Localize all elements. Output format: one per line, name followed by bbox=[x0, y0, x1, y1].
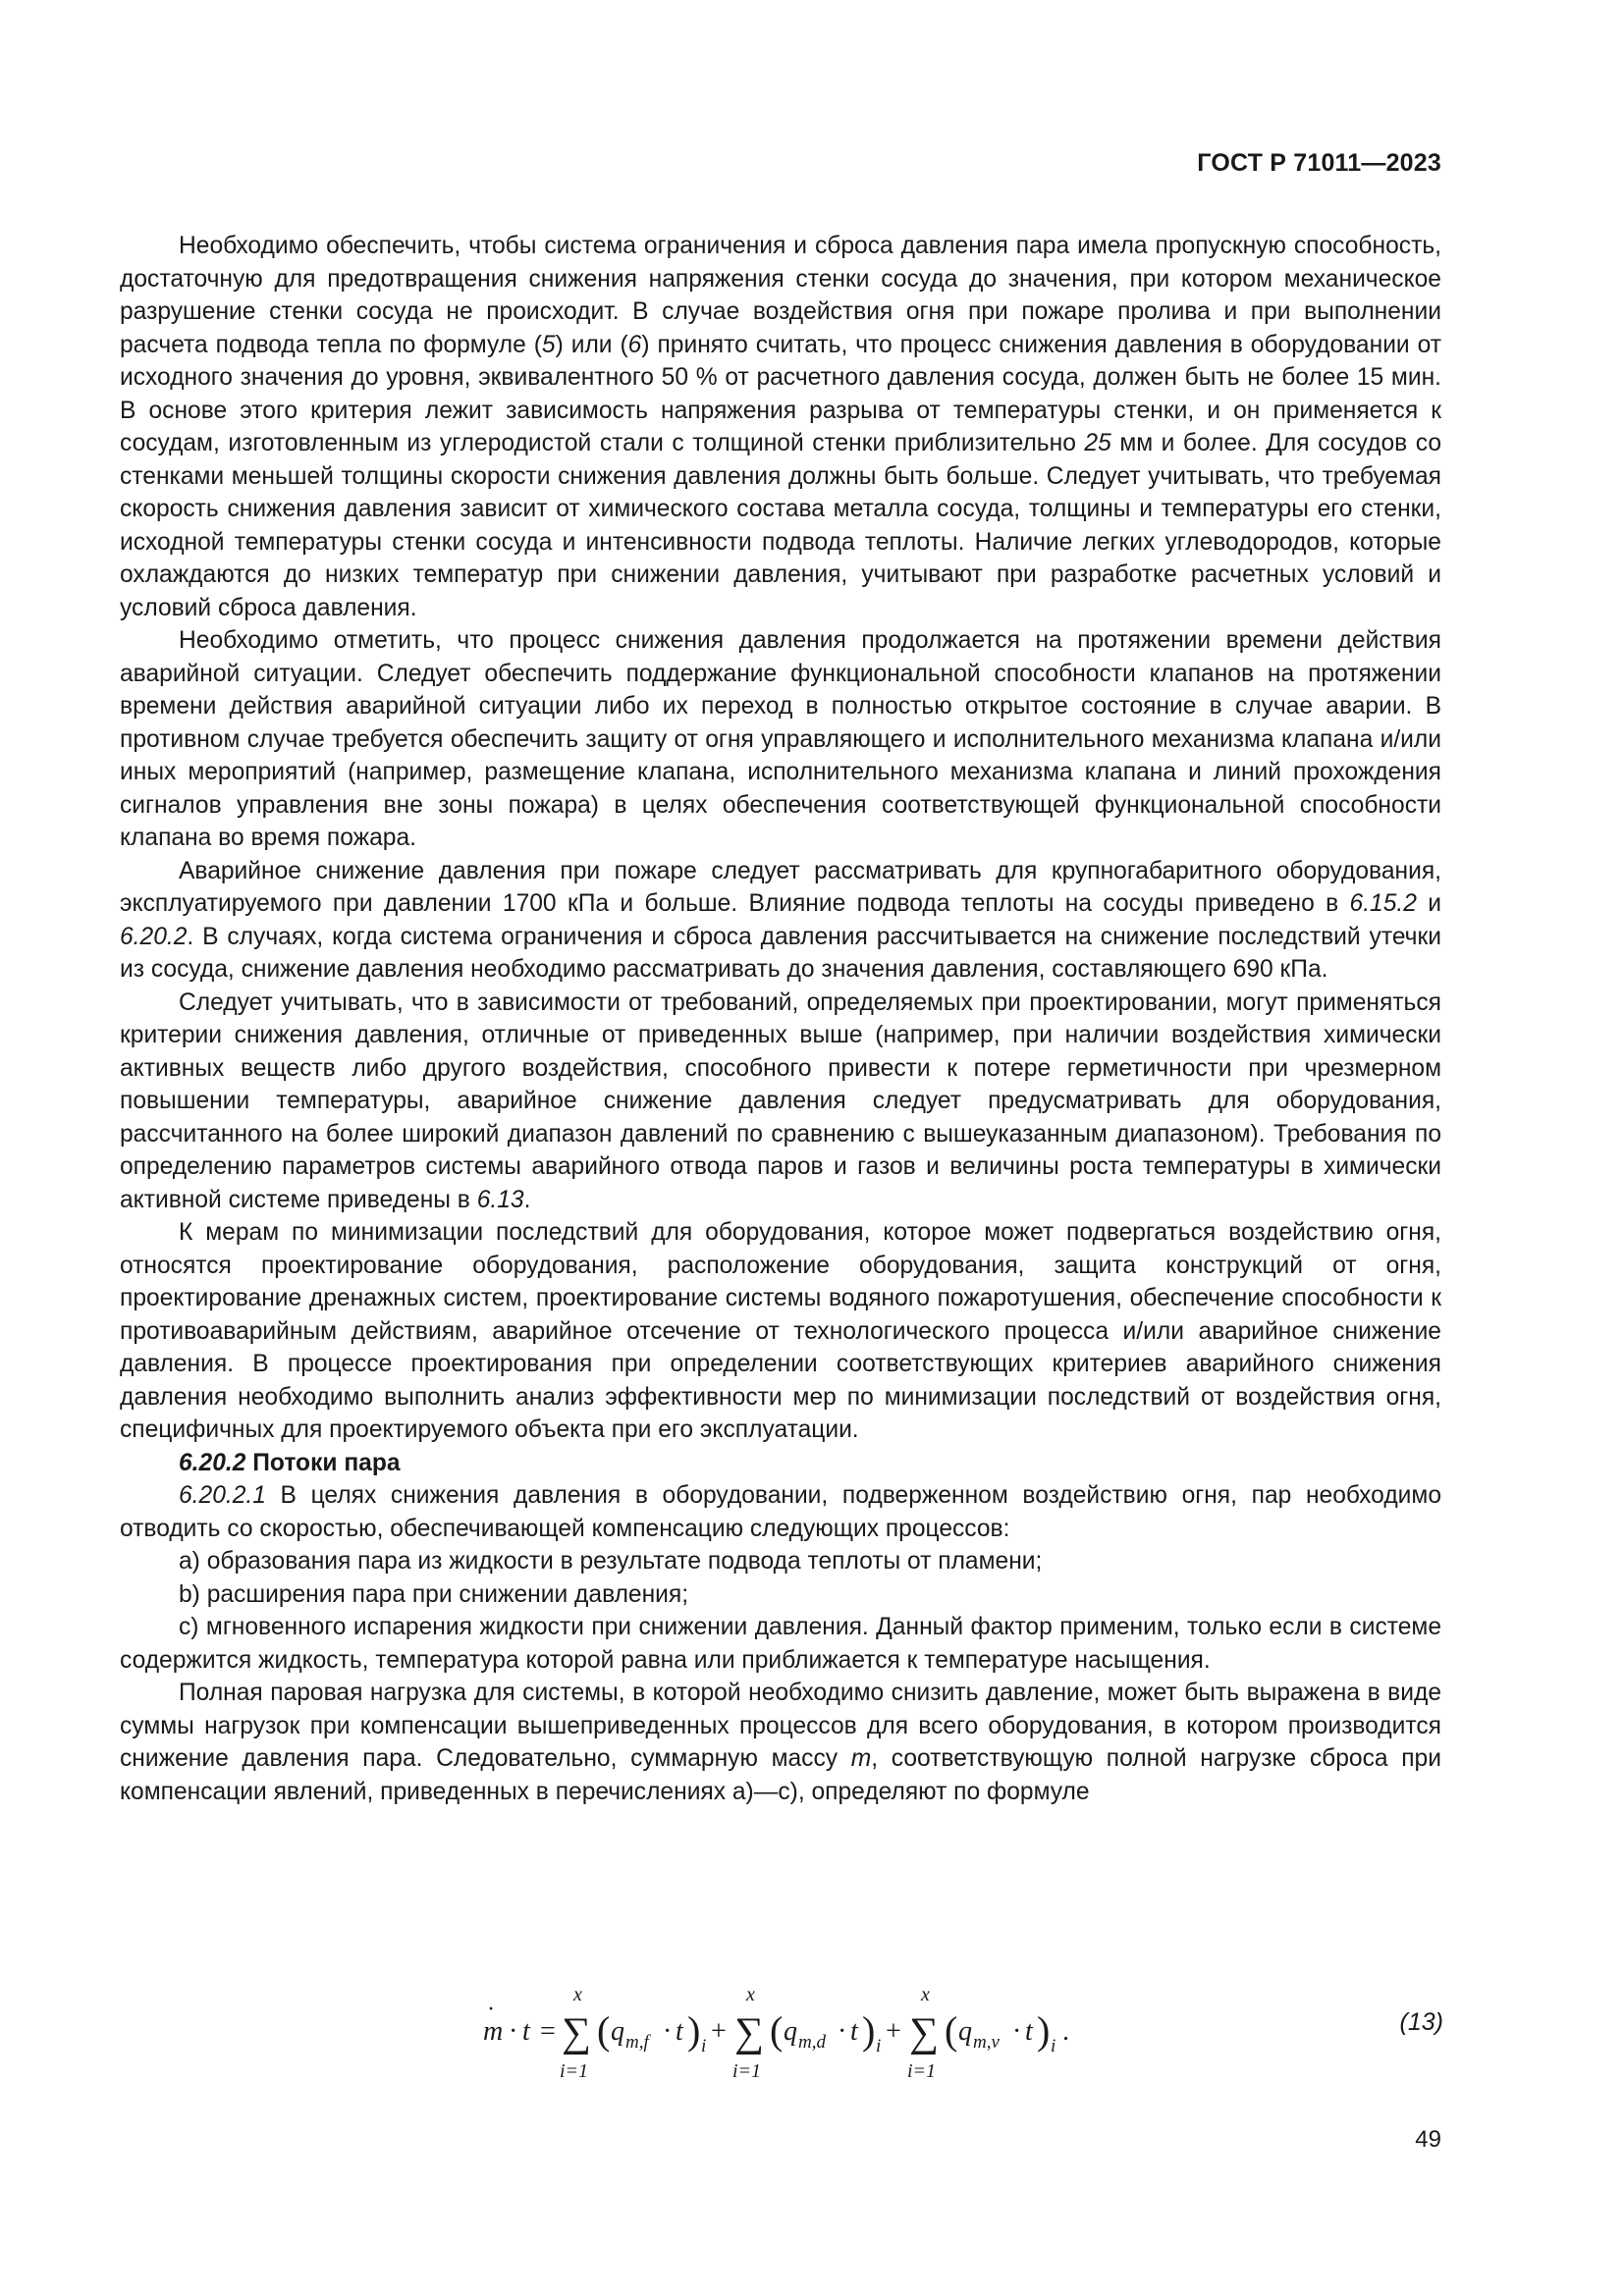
reference-link: 6.13 bbox=[476, 1186, 524, 1213]
paren-open: ( bbox=[597, 2008, 611, 2053]
sum-symbol: ∑ bbox=[909, 2010, 939, 2056]
formula-number: (13) bbox=[1399, 2008, 1443, 2036]
paragraph-7: Полная паровая нагрузка для системы, в которой необходимо снизить давление, может быть выражена в виде суммы нагрузок при компенсации вышеприведенных процессов для всего оборудования, в котором производится снижение давления пара. Следовательно, суммарную массу m, соответствующую полной нагрузке сброса при компенсации явлений, приведенных в перечислениях а)—с), определяют по формуле bbox=[120, 1680, 1441, 1805]
section-number: 6.20.2 bbox=[179, 1449, 246, 1476]
sum-lower-limit: i=1 bbox=[907, 2060, 937, 2082]
paragraph-1: Необходимо обеспечить, чтобы система ограничения и сброса давления пара имела пропускную способность, достаточную для предотвращения снижения напряжения стенки сосуда до значения, при котором механическое разрушение стенки сосуда не происходит. В случае воздействия огня при пожаре пролива и при выполнении расчета подвода тепла по формуле (5) или (6) принято считать, что процесс снижения давления в оборудовании от исходного значения до уровня, эквивалентного 50 % от расчетного давления сосуда, должен быть не более 15 мин. В основе этого критерия лежит зависимость напряжения разрыва от температуры стенки, и он применяется к сосудам, изготовленным из углеродистой стали с толщиной стенки приблизительно 25 мм и более. Для сосудов со стенками меньшей толщины скорости снижения давления должны быть больше. Следует учитывать, что требуемая скорость снижения давления зависит от химического состава металла сосуда, толщины и температуры его стенки, исходной температуры стенки сосуда и интенсивности подвода теплоты. Наличие легких углеводородов, которые охлаждаются до низких температур при снижении давления, учитывают при разработке расчетных условий и условий сброса давления. bbox=[120, 233, 1442, 621]
outer-subscript: i bbox=[701, 2036, 707, 2056]
outer-subscript: i bbox=[1051, 2036, 1056, 2056]
clause-number: 6.20.2.1 bbox=[179, 1482, 266, 1509]
paragraph-4: Следует учитывать, что в зависимости от требований, определяемых при проектировании, могут применяться критерии снижения давления, отличные от приведенных выше (например, при наличии воздействия химически активных веществ либо другого воздействия, способного привести к потере герметичности при чрезмерном повышении температуры, аварийное снижение давления следует предусматривать для оборудования, рассчитанного на более широкий диапазон давлений по сравнению с вышеуказанным диапазоном). Требования по определению параметров системы аварийного отвода паров и газов и величины роста температуры в химически активной системе приведены в 6.13. bbox=[120, 988, 1441, 1213]
t-symbol: t bbox=[1025, 2016, 1033, 2047]
paren-close: ) bbox=[687, 2008, 701, 2053]
lhs-t: t bbox=[522, 2016, 530, 2047]
q-subscript: m,f bbox=[625, 2032, 649, 2053]
period: . bbox=[1062, 2016, 1069, 2047]
plus-sign: + bbox=[886, 2016, 901, 2047]
t-symbol: t bbox=[850, 2016, 858, 2047]
q-symbol: q bbox=[611, 2016, 624, 2047]
reference-link: 6.20.2 bbox=[120, 923, 188, 950]
outer-subscript: i bbox=[876, 2036, 882, 2056]
formula-svg bbox=[461, 1983, 1110, 2101]
paren-close: ) bbox=[1037, 2008, 1051, 2053]
times-dot: · bbox=[1012, 2016, 1022, 2047]
document-body bbox=[120, 230, 1441, 1808]
q-symbol: q bbox=[784, 2016, 797, 2047]
paragraph-3: Аварийное снижение давления при пожаре следует рассматривать для крупногабаритного оборудования, эксплуатируемого при давлении 1700 кПа и больше. Влияние подвода теплоты на сосуды приведено в 6.15.2 и 6.20.2. В случаях, когда система ограничения и сброса давления рассчитывается на снижение последствий утечки из сосуда, снижение давления необходимо рассматривать до значения давления, составляющего 690 кПа. bbox=[120, 857, 1441, 983]
sum-symbol: ∑ bbox=[562, 2010, 591, 2056]
times-dot: · bbox=[663, 2016, 673, 2047]
list-item-b: b) расширения пара при снижении давления; bbox=[179, 1580, 689, 1608]
paren-open: ( bbox=[770, 2008, 784, 2053]
paragraph-2: Необходимо отметить, что процесс снижения давления продолжается на протяжении времени действия аварийной ситуации. Следует обеспечить поддержание функциональной способности клапанов на протяжении времени действия аварийной ситуации либо их переход в полностью открытое состояние в случае аварии. В противном случае требуется обеспечить защиту от огня управляющего и исполнительного механизма клапана и/или иных мероприятий (например, размещение клапана, исполнительного механизма клапана и линий прохождения сигналов управления вне зоны пожара) в целях обеспечения соответствующей функциональной способности клапана во время пожара. bbox=[120, 627, 1441, 851]
lhs-m: m bbox=[483, 2016, 504, 2047]
list-item-c: c) мгновенного испарения жидкости при снижении давления. Данный фактор применим, только если в системе содержится жидкость, температура которой равна или приближается к температуре насыщения. bbox=[120, 1614, 1441, 1674]
sum-upper-limit: x bbox=[746, 1984, 755, 2005]
sum-lower-limit: i=1 bbox=[560, 2060, 589, 2082]
paren-open: ( bbox=[945, 2008, 958, 2053]
equals-sign: = bbox=[540, 2016, 556, 2047]
sum-symbol: ∑ bbox=[734, 2010, 764, 2056]
times-dot: · bbox=[838, 2016, 847, 2047]
q-symbol: q bbox=[958, 2016, 972, 2047]
times-dot: · bbox=[509, 2016, 518, 2047]
paren-close: ) bbox=[862, 2008, 876, 2053]
q-subscript: m,v bbox=[973, 2032, 1000, 2053]
dot-accent: · bbox=[487, 1997, 495, 2022]
paragraph-5: К мерам по минимизации последствий для оборудования, которое может подвергаться воздействию огня, относятся проектирование оборудования, расположение оборудования, защита конструкций от огня, проектирование дренажных систем, проектирование системы водяного пожаротушения, обеспечение способности к противоаварийным действиям, аварийное отсечение от технологического процесса и/или аварийное снижение давления. В процессе проектирования при определении соответствующих критериев аварийного снижения давления необходимо выполнить анализ эффективности мер по минимизации последствий от воздействия огня, специфичных для проектируемого объекта при его эксплуатации. bbox=[120, 1219, 1441, 1443]
document-header: ГОСТ Р 71011—2023 bbox=[1197, 149, 1441, 177]
reference-link: 6.15.2 bbox=[1349, 890, 1417, 917]
plus-sign: + bbox=[711, 2016, 727, 2047]
formula-13 bbox=[461, 1983, 1443, 2101]
section-title: Потоки пара bbox=[252, 1449, 401, 1476]
sum-upper-limit: x bbox=[573, 1984, 582, 2005]
t-symbol: t bbox=[676, 2016, 683, 2047]
q-subscript: m,d bbox=[798, 2032, 826, 2053]
list-item-a: a) образования пара из жидкости в результате подвода теплоты от пламени; bbox=[179, 1548, 1043, 1575]
page-number: 49 bbox=[1415, 2126, 1441, 2153]
sum-lower-limit: i=1 bbox=[732, 2060, 762, 2082]
sum-upper-limit: x bbox=[921, 1984, 930, 2005]
paragraph-6: 6.20.2.1 В целях снижения давления в оборудовании, подверженном воздействию огня, пар необходимо отводить со скоростью, обеспечивающей компенсацию следующих процессов: bbox=[120, 1482, 1441, 1542]
section-heading bbox=[120, 1447, 1441, 1480]
